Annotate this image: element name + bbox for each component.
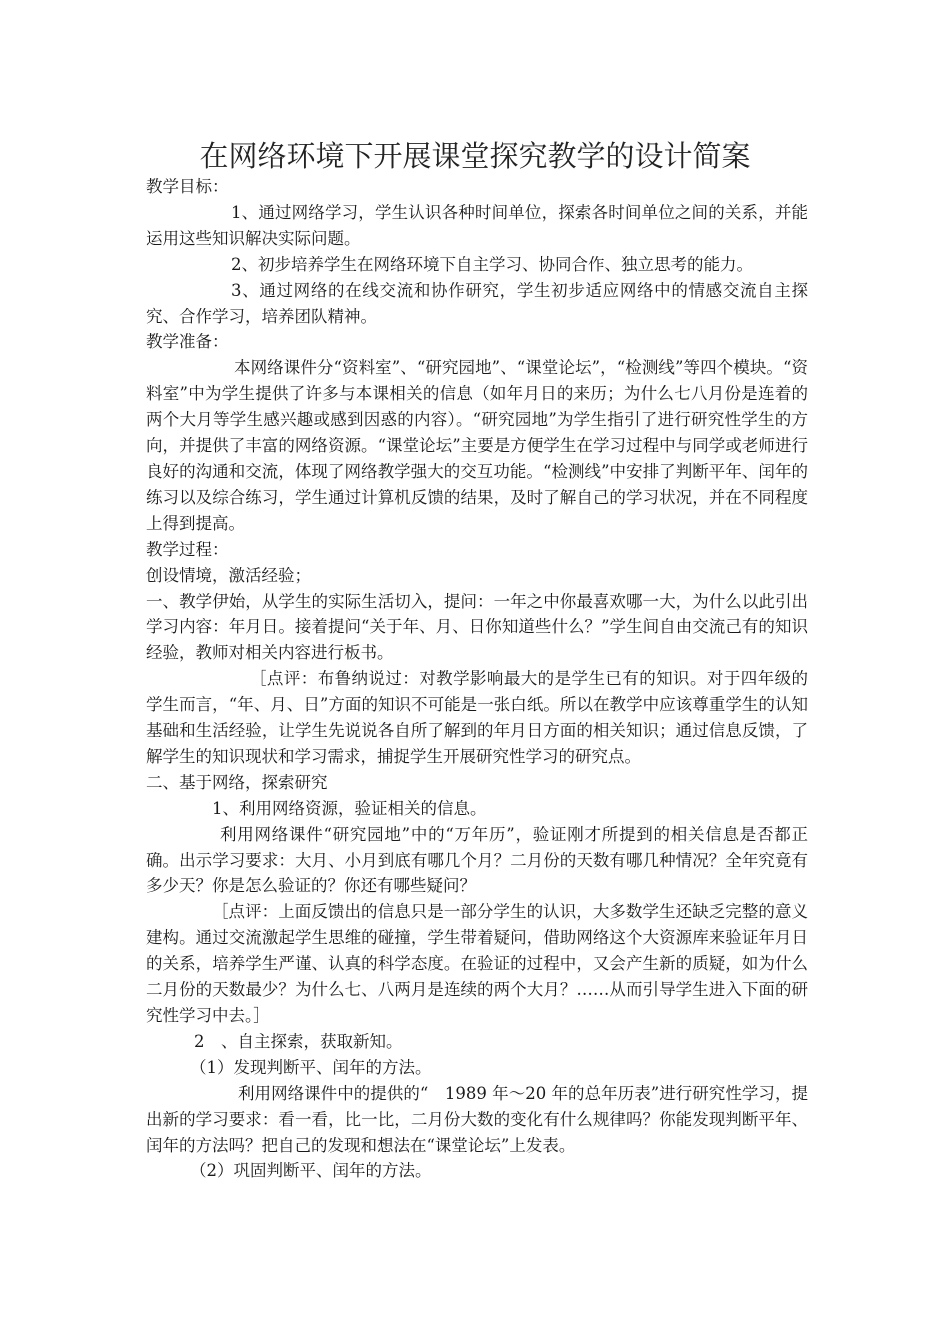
paragraph-p11: 二、基于网络，探索研究 <box>146 772 328 792</box>
paragraph-p7: 教学过程： <box>146 539 229 559</box>
paragraph-p8: 创设情境，激活经验； <box>146 565 311 585</box>
paragraph-p9: 一、教学伊始，从学生的实际生活切入，提问：一年之中你最喜欢哪一大，为什么以此引出学习内容：年月日。接着提问“关于年、月、日你知道些什么？”学生间自由交流己有的知识经验，教师对相关内容进行板书。 <box>146 591 808 663</box>
document-title: 在网络环境下开展课堂探究教学的设计简案 <box>199 139 751 173</box>
paragraph-p18: （2）巩固判断平、闰年的方法。 <box>190 1161 432 1181</box>
paragraph-p10: ［点评：布鲁纳说过：对教学影响最大的是学生已有的知识。对于四年级的学生而言，“年、月、日”方面的知识不可能是一张白纸。所以在教学中应该尊重学生的认知基础和生活经验，让学生先说说各自所了解到的年月日方面的相关知识；通过信息反馈，了解学生的知识现状和学习需求，捕捉学生开展研究性学习的研究点。 <box>146 669 808 766</box>
paragraph-p17: 利用网络课件中的提供的“ 1989 年～20 年的总年历表”进行研究性学习，提出新的学习要求：看一看，比一比，二月份大数的变化有什么规律吗？你能发现判断平年、闰年的方法吗？把自己的发现和想法在“课堂论坛”上发表。 <box>146 1083 808 1155</box>
paragraph-p16: （1）发现判断平、闰年的方法。 <box>190 1057 432 1077</box>
document-body <box>146 174 808 1184</box>
paragraph-p4: 3、通过网络的在线交流和协作研究，学生初步适应网络中的情感交流自主探究、合作学习，培养团队精神。 <box>146 280 808 326</box>
paragraph-p15: 2 、自主探索，获取新知。 <box>194 1031 403 1051</box>
paragraph-p3: 2、初步培养学生在网络环境下自主学习、协同合作、独立思考的能力。 <box>231 254 753 274</box>
paragraph-p5: 教学准备： <box>146 332 229 352</box>
paragraph-p14: ［点评：上面反馈出的信息只是一部分学生的认识，大多数学生还缺乏完整的意义建构。通过交流激起学生思维的碰撞，学生带着疑问，借助网络这个大资源库来验证年月日的关系，培养学生严谨、认真的科学态度。在验证的过程中，又会产生新的质疑，如为什么二月份的天数最少？为什么七、八两月是连续的两个大月？……从而引导学生进入下面的研究性学习中去。］ <box>146 902 808 1025</box>
paragraph-p2: 1、通过网络学习，学生认识各种时间单位，探索各时间单位之间的关系，并能运用这些知识解决实际问题。 <box>146 202 808 248</box>
paragraph-p13: 利用网络课件“研究园地”中的“万年历”，验证刚才所提到的相关信息是否都正确。出示学习要求：大月、小月到底有哪几个月？二月份的天数有哪几种情况？全年究竟有多少天？你是怎么验证的？你还有哪些疑问？ <box>146 824 808 896</box>
paragraph-p12: 1、利用网络资源，验证相关的信息。 <box>212 798 487 818</box>
paragraph-p6: 本网络课件分“资料室”、“研究园地”、“课堂论坛”，“检测线”等四个模块。“资料室”中为学生提供了许多与本课相关的信息（如年月日的来历；为什么七八月份是连着的两个大月等学生感兴趣或感到因惑的内容）。“研究园地”为学生指引了进行研究性学生的方向，并提供了丰富的网络资源。“课堂论坛”主要是方便学生在学习过程中与同学或老师进行良好的沟通和交流，体现了网络教学强大的交互功能。“检测线”中安排了判断平年、闰年的练习以及综合练习，学生通过计算机反馈的结果，及时了解自己的学习状况，并在不同程度上得到提高。 <box>146 358 808 533</box>
paragraph-p1: 教学目标： <box>146 177 229 196</box>
